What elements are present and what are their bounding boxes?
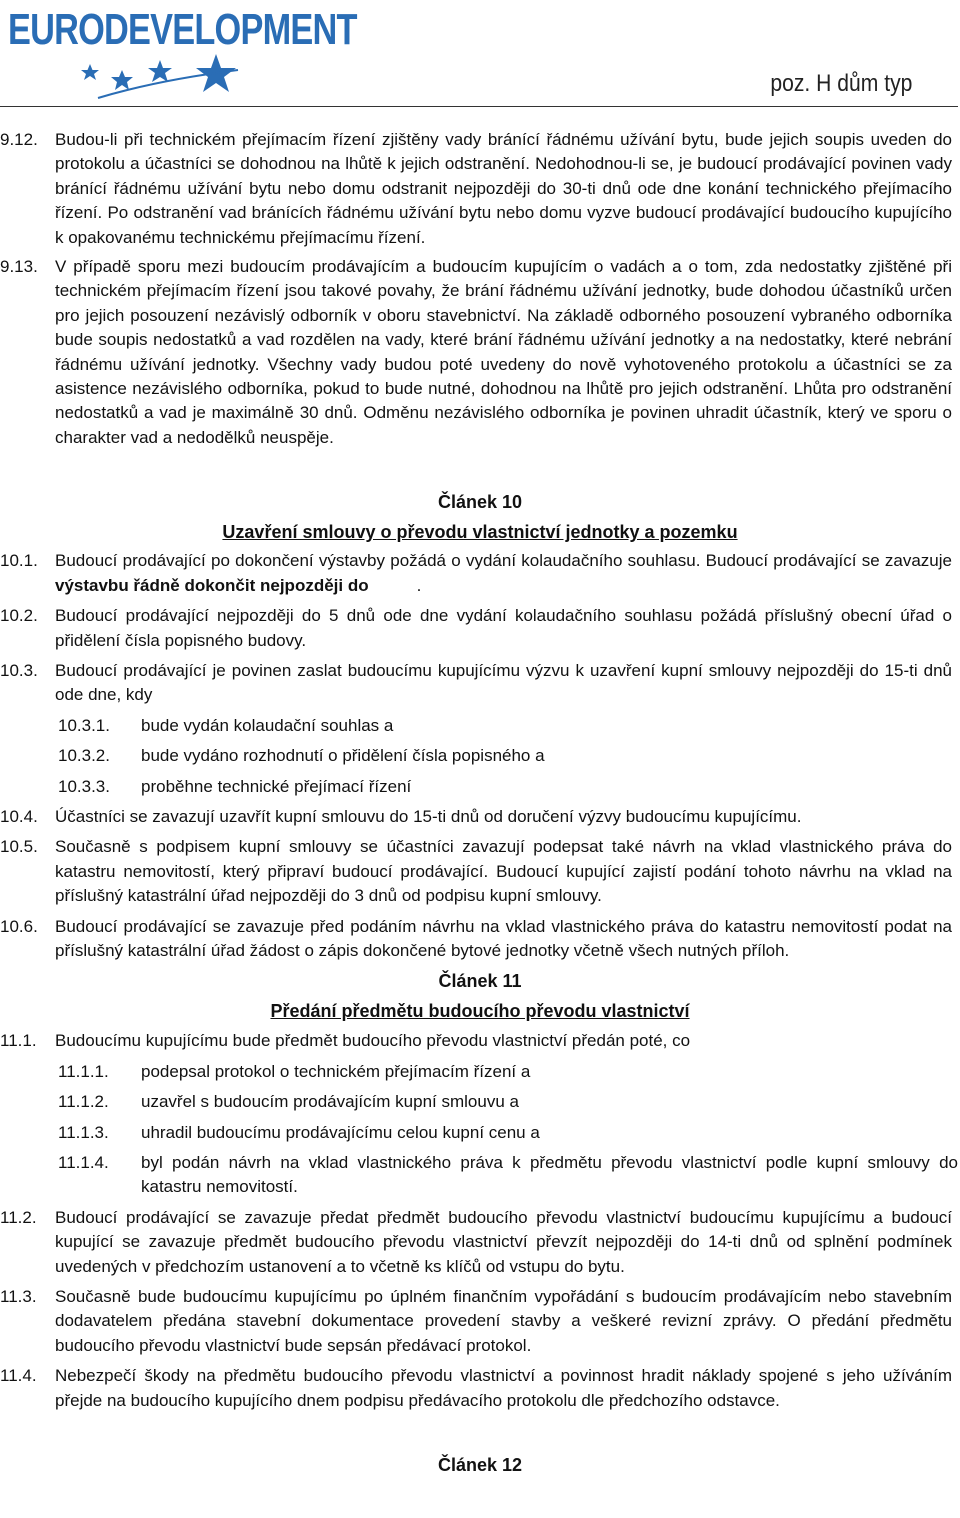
logo-stars-icon — [78, 50, 248, 106]
paragraph-text: Účastníci se zavazují uzavřít kupní smlouvu do 15-ti dnů od doručení výzvy budoucímu kupujícímu. — [55, 806, 802, 826]
article-10-subtitle: Uzavření smlouvy o převodu vlastnictví jednotky a pozemku — [222, 522, 738, 543]
paragraph-10-3 — [0, 659, 960, 708]
item-number: 10.3.2. — [58, 746, 110, 766]
paragraph-10-4 — [0, 805, 960, 829]
item-text: bude vydán kolaudační souhlas a — [141, 715, 394, 735]
article-12-title: Článek 12 — [437, 1455, 523, 1476]
paragraph-number: 10.6. — [0, 916, 38, 936]
paragraph-number: 9.13. — [0, 257, 38, 277]
paragraph-text: Současně s podpisem kupní smlouvy se účastníci zavazují podepsat také návrh na vklad vlastnického práva do katastru nemovitostí, který připraví budoucí prodávající. Budoucí kupující zajistí podání tohoto návrhu na vklad na příslušný katastrální úřad nejpozději do 3 dnů od podpisu kupní smlouvy. — [55, 837, 952, 906]
paragraph-number: 10.4. — [0, 806, 38, 826]
list-item — [0, 744, 960, 768]
deadline-clause: výstavbu řádně dokončit nejpozději do — [55, 575, 369, 595]
paragraph-number: 11.2. — [0, 1207, 37, 1227]
item-number: 11.1.3. — [58, 1122, 109, 1142]
article-11-subtitle: Předání předmětu budoucího převodu vlastnictví — [270, 1001, 690, 1022]
paragraph-number: 10.2. — [0, 606, 38, 626]
paragraph-11-1 — [0, 1029, 960, 1053]
paragraph-text: Budoucí prodávající se zavazuje před podáním návrhu na vklad vlastnického práva do katastru nemovitostí podat na příslušný katastrální úřad žádost o zápis dokončené bytové jednotky včetně všech nutných příloh. — [55, 916, 952, 960]
page-header — [0, 0, 960, 110]
list-item — [0, 1060, 960, 1084]
paragraph-text: Budou-li při technickém přejímacím řízení zjištěny vady bránící řádnému užívání bytu, bude jejich soupis uveden do protokolu a účastníci se dohodnou na lhůtě k jejich odstranění. Nedohodnou-li se, je budoucí prodávající povinen vady bránící řádnému užívání bytu nebo domu odstranit nejpozději do 30-ti dnů ode dne konání technického přejímacího řízení. Po odstranění vad bránících řádnému užívání bytu nebo domu vyzve budoucí prodávající budoucího kupujícího k opakovanému technickému přejímacímu řízení. — [55, 130, 952, 247]
document-body — [0, 128, 960, 1477]
paragraph-number: 11.1. — [0, 1031, 37, 1051]
paragraph-text: Budoucí prodávající je povinen zaslat budoucímu kupujícímu výzvu k uzavření kupní smlouvy nejpozději do 15-ti dnů ode dne, kdy — [55, 660, 952, 705]
item-number: 11.1.1. — [58, 1061, 109, 1081]
paragraph-number: 10.5. — [0, 837, 38, 857]
paragraph-number: 11.3. — [0, 1287, 37, 1307]
document-position-label: poz. H dům typ — [769, 70, 912, 97]
paragraph-10-5 — [0, 835, 960, 908]
list-item — [0, 1121, 960, 1145]
item-number: 11.1.2. — [58, 1092, 109, 1112]
list-item — [0, 1090, 960, 1114]
paragraph-9-13 — [0, 255, 960, 450]
paragraph-text: Budoucí prodávající se zavazuje předat předmět budoucího převodu vlastnictví budoucímu kupujícímu a budoucí kupující se zavazuje předmět budoucího převodu vlastnictví převzít nejpozději do 14-ti dnů od splnění podmínek uvedených v předchozím ustanovení a to včetně ks klíčů od vstupu do bytu. — [55, 1207, 952, 1276]
article-10-title: Článek 10 — [437, 492, 523, 513]
list-item — [0, 714, 960, 738]
item-text: uhradil budoucímu prodávajícímu celou kupní cenu a — [141, 1122, 540, 1142]
item-text: byl podán návrh na vklad vlastnického práva k předmětu převodu vlastnictví podle kupní smlouvy do katastru nemovitostí. — [141, 1153, 958, 1197]
paragraph-10-1 — [0, 549, 960, 598]
paragraph-text: Nebezpečí škody na předmětu budoucího převodu vlastnictví a povinnost hradit náklady spojené s jeho užíváním přejde na budoucího kupujícího dnem podpisu předávacího protokolu dle předchozího odstavce. — [55, 1366, 952, 1410]
paragraph-number: 9.12. — [0, 130, 38, 149]
list-item — [0, 1151, 960, 1200]
item-text: bude vydáno rozhodnutí o přidělení čísla popisného a — [141, 746, 545, 766]
paragraph-10-6 — [0, 915, 960, 964]
paragraph-text: Budoucí prodávající nejpozději do 5 dnů ode dne vydání kolaudačního souhlasu požádá příslušný obecní úřad o přidělení čísla popisného budovy. — [55, 606, 952, 650]
company-logo — [8, 4, 357, 104]
item-text: uzavřel s budoucím prodávajícím kupní smlouvu a — [141, 1092, 519, 1112]
paragraph-text: V případě sporu mezi budoucím prodávajícím a budoucím kupujícím o vadách a o tom, zda nedostatky zjištěné při technickém přejímacím řízení jsou takové povahy, že brání řádnému užívání jednotky, bude dohodou účastníků určen pro jejich posouzení nezávislý odborník v oboru stavebnictví. Na základě odborného posouzení vybraného odborníka bude soupis nedostatků a vad rozdělen na vady, které brání řádnému užívání jednotky a na nedostatky, které nebrání řádnému užívání jednotky. Všechny vady budou poté uvedeny do nově vyhotoveného protokolu a účastníci se za asistence nezávislého odborníka, pokud to bude nutné, dohodnou na lhůtě pro jejich odstranění. Lhůta pro odstranění nedostatků a vad je maximálně 30 dnů. Odměnu nezávislého odborníka je povinen uhradit účastník, který ve sporu o charakter vad a nedodělků neuspěje. — [55, 257, 952, 447]
paragraph-11-2 — [0, 1206, 960, 1279]
item-text: proběhne technické přejímací řízení — [141, 776, 412, 796]
item-text: podepsal protokol o technickém přejímacím řízení a — [141, 1061, 531, 1081]
paragraph-9-12 — [0, 128, 960, 250]
item-number: 10.3.1. — [58, 715, 110, 735]
paragraph-text: Současně bude budoucímu kupujícímu po úplném finančním vypořádání s budoucím prodávajícím nebo stavebním dodavatelem předána stavební dokumentace provedení stavby a veškeré revizní zprávy. O předání předmětu budoucího převodu vlastnictví bude sepsán předávací protokol. — [55, 1287, 952, 1355]
paragraph-number: 10.3. — [0, 660, 38, 680]
paragraph-number: 11.4. — [0, 1366, 37, 1386]
paragraph-11-4 — [0, 1364, 960, 1413]
item-number: 10.3.3. — [58, 776, 110, 796]
list-item — [0, 775, 960, 799]
paragraph-11-3 — [0, 1285, 960, 1358]
paragraph-number: 10.1. — [0, 551, 38, 571]
item-number: 11.1.4. — [58, 1153, 109, 1172]
paragraph-text: Budoucímu kupujícímu bude předmět budoucího převodu vlastnictví předán poté, co — [55, 1031, 691, 1051]
article-11-title: Článek 11 — [438, 971, 522, 992]
header-divider — [0, 106, 958, 107]
paragraph-text: Budoucí prodávající po dokončení výstavby požádá o vydání kolaudačního souhlasu. Budoucí prodávající se zavazuje výstavbu řádně dokončit nejpozději do . — [55, 551, 952, 595]
paragraph-10-2 — [0, 604, 960, 653]
logo-wordmark: EURODEVELOPMENT — [8, 5, 357, 54]
